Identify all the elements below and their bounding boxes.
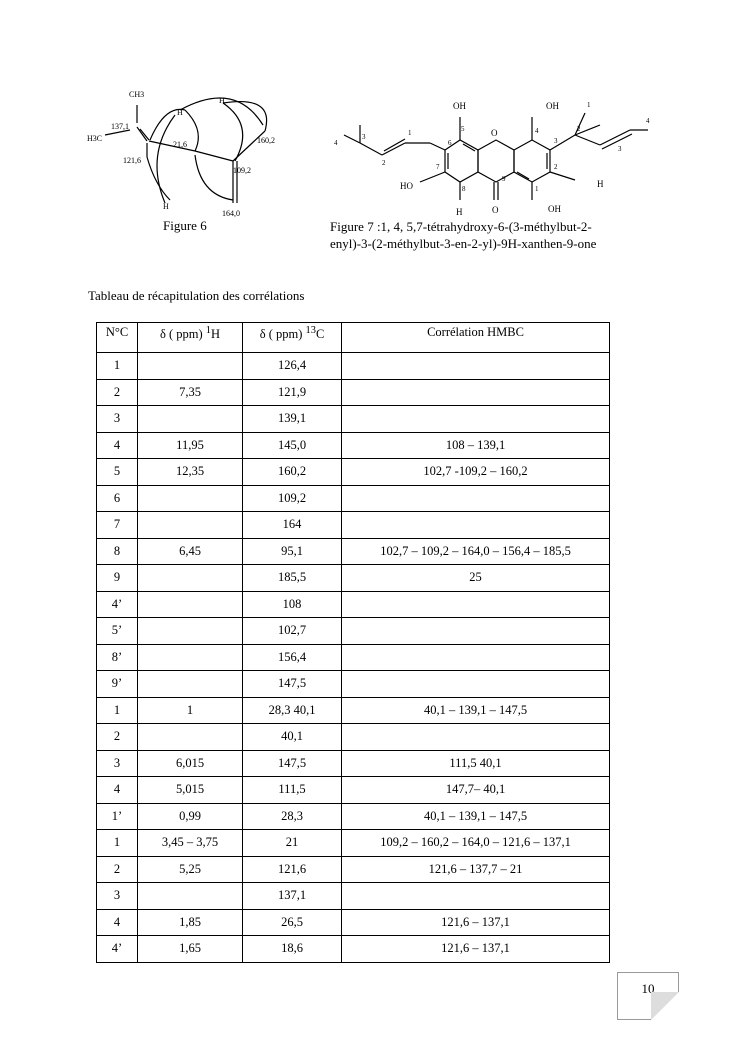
table-cell-hmbc: 108 – 139,1 (342, 432, 610, 459)
fig7-ho7-label: HO (400, 181, 413, 191)
fig7-num-3: 3 (554, 137, 558, 145)
figure-7-caption (330, 218, 650, 252)
table-cell-c: 137,1 (243, 883, 342, 910)
table-cell-hmbc (342, 591, 610, 618)
header-h-el: H (211, 327, 221, 342)
header-c-shift (243, 323, 342, 353)
table-cell-hmbc (342, 379, 610, 406)
fig7-num-9: 9 (502, 175, 506, 183)
table-cell-hmbc (342, 353, 610, 380)
table-row (97, 538, 610, 565)
table-cell-hmbc (342, 644, 610, 671)
table-cell-c: 40,1 (243, 724, 342, 751)
table-cell-hmbc: 147,7– 40,1 (342, 777, 610, 804)
table-row (97, 406, 610, 433)
fig6-1602-label: 160,2 (257, 136, 275, 145)
table-row (97, 750, 610, 777)
table-cell-h: 12,35 (138, 459, 243, 486)
table-cell-nc: 6 (97, 485, 138, 512)
table-cell-c: 28,3 40,1 (243, 697, 342, 724)
table-cell-h: 6,015 (138, 750, 243, 777)
table-row (97, 512, 610, 539)
table-cell-nc: 5 (97, 459, 138, 486)
fig7-num-7: 7 (436, 163, 440, 171)
header-c-sup: 13 (305, 325, 316, 336)
table-row (97, 777, 610, 804)
table-cell-nc: 8 (97, 538, 138, 565)
fig7-side-2: 2 (577, 125, 581, 133)
fig7-prenyl-4: 4 (334, 139, 338, 147)
fig7-oh4-label: OH (546, 101, 559, 111)
table-cell-c: 139,1 (243, 406, 342, 433)
table-cell-c: 18,6 (243, 936, 342, 963)
table-cell-c: 111,5 (243, 777, 342, 804)
table-cell-h: 7,35 (138, 379, 243, 406)
table-row (97, 353, 610, 380)
table-cell-c: 147,5 (243, 750, 342, 777)
fig7-side-1: 1 (587, 101, 591, 109)
table-cell-hmbc: 121,6 – 137,1 (342, 909, 610, 936)
table-cell-h: 0,99 (138, 803, 243, 830)
table-cell-h (138, 644, 243, 671)
table-row (97, 485, 610, 512)
figure-6-caption: Figure 6 (163, 218, 207, 233)
fig6-216-label: 21,6 (173, 140, 187, 149)
table-cell-nc: 5’ (97, 618, 138, 645)
table-cell-nc: 4’ (97, 936, 138, 963)
table-cell-c: 26,5 (243, 909, 342, 936)
fig7-prenyl-1: 1 (408, 129, 412, 137)
header-c-el: C (315, 327, 325, 342)
fig6-137-label: 137,1 (111, 122, 129, 131)
table-cell-hmbc: 40,1 – 139,1 – 147,5 (342, 803, 610, 830)
fig7-ring-o: O (491, 128, 498, 138)
table-row (97, 379, 610, 406)
table-row (97, 432, 610, 459)
table-cell-h (138, 565, 243, 592)
table-row (97, 830, 610, 857)
table-row (97, 591, 610, 618)
figure-7-structure (330, 95, 655, 220)
fig7-h2-label: H (597, 179, 604, 189)
figure-6-structure (85, 85, 300, 220)
table-cell-h: 1 (138, 697, 243, 724)
table-cell-c: 160,2 (243, 459, 342, 486)
table-cell-h: 11,95 (138, 432, 243, 459)
table-cell-nc: 4 (97, 432, 138, 459)
table-row (97, 909, 610, 936)
table-cell-c: 147,5 (243, 671, 342, 698)
table-cell-nc: 9’ (97, 671, 138, 698)
table-cell-nc: 9 (97, 565, 138, 592)
fig6-h-bottom-label: H (163, 202, 169, 211)
table-cell-c: 102,7 (243, 618, 342, 645)
table-cell-nc: 4 (97, 777, 138, 804)
table-cell-hmbc (342, 883, 610, 910)
table-cell-h (138, 883, 243, 910)
table-row (97, 459, 610, 486)
fig7-side-4: 4 (646, 117, 650, 125)
table-row (97, 644, 610, 671)
table-cell-h (138, 353, 243, 380)
table-cell-h: 1,65 (138, 936, 243, 963)
header-h-text: δ ( ppm) (159, 327, 206, 342)
table-title: Tableau de récapitulation des corrélations (88, 288, 305, 303)
table-body (97, 353, 610, 963)
table-row (97, 724, 610, 751)
table-cell-h: 1,85 (138, 909, 243, 936)
fig7-num-8: 8 (462, 185, 466, 193)
fig7-num-4: 4 (535, 127, 539, 135)
table-cell-nc: 2 (97, 379, 138, 406)
page-fold-corner (651, 992, 679, 1020)
fig6-h-top2-label: H (219, 96, 225, 105)
table-cell-h (138, 724, 243, 751)
fig6-1092-label: 109,2 (233, 166, 251, 175)
fig7-h8-label: H (456, 207, 463, 217)
table-cell-c: 121,6 (243, 856, 342, 883)
table-cell-c: 126,4 (243, 353, 342, 380)
fig7-prenyl-3: 3 (362, 133, 366, 141)
fig7-prenyl-2: 2 (382, 159, 386, 167)
table-cell-h (138, 671, 243, 698)
header-h-shift (138, 323, 243, 353)
table-cell-h: 6,45 (138, 538, 243, 565)
table-cell-c: 185,5 (243, 565, 342, 592)
table-row (97, 936, 610, 963)
page-number-box (617, 972, 679, 1020)
table-cell-nc: 8’ (97, 644, 138, 671)
table-row (97, 565, 610, 592)
table-cell-h: 5,25 (138, 856, 243, 883)
table-row (97, 856, 610, 883)
table-cell-hmbc: 121,6 – 137,1 (342, 936, 610, 963)
table-cell-c: 28,3 (243, 803, 342, 830)
table-cell-h (138, 485, 243, 512)
page-number: 10 (641, 981, 655, 996)
table-row (97, 803, 610, 830)
fig6-1640-label: 164,0 (222, 209, 240, 218)
table-cell-nc: 4’ (97, 591, 138, 618)
table-cell-hmbc (342, 618, 610, 645)
table-cell-nc: 3 (97, 406, 138, 433)
table-cell-hmbc (342, 671, 610, 698)
table-cell-h (138, 618, 243, 645)
table-cell-c: 108 (243, 591, 342, 618)
table-cell-nc: 1 (97, 353, 138, 380)
fig7-oh1-label: OH (548, 204, 561, 214)
figure-7-caption-line1: Figure 7 :1, 4, 5,7-tétrahydroxy-6-(3-méthylbut-2- (330, 219, 592, 234)
table-cell-c: 156,4 (243, 644, 342, 671)
table-cell-hmbc (342, 512, 610, 539)
fig7-oh5-label: OH (453, 101, 466, 111)
table-cell-c: 145,0 (243, 432, 342, 459)
fig6-1216-label: 121,6 (123, 156, 141, 165)
table-cell-c: 121,9 (243, 379, 342, 406)
table-cell-nc: 3 (97, 883, 138, 910)
header-hmbc: Corrélation HMBC (342, 323, 610, 353)
table-cell-c: 95,1 (243, 538, 342, 565)
fig7-num-2: 2 (554, 163, 558, 171)
table-cell-hmbc: 102,7 -109,2 – 160,2 (342, 459, 610, 486)
fig7-num-6: 6 (448, 139, 452, 147)
table-cell-nc: 1’ (97, 803, 138, 830)
table-row (97, 671, 610, 698)
table-cell-h: 5,015 (138, 777, 243, 804)
table-cell-hmbc: 111,5 40,1 (342, 750, 610, 777)
table-cell-nc: 2 (97, 724, 138, 751)
fig7-side-3: 3 (618, 145, 622, 153)
table-cell-c: 109,2 (243, 485, 342, 512)
fig6-ch3-label: CH3 (129, 90, 145, 99)
table-cell-hmbc: 25 (342, 565, 610, 592)
table-row (97, 883, 610, 910)
fig7-num-1: 1 (535, 185, 539, 193)
table-cell-nc: 7 (97, 512, 138, 539)
correlation-table (96, 322, 610, 963)
table-cell-hmbc (342, 485, 610, 512)
table-cell-h (138, 512, 243, 539)
header-h-sup: 1 (205, 325, 211, 336)
table-cell-hmbc: 102,7 – 109,2 – 164,0 – 156,4 – 185,5 (342, 538, 610, 565)
header-nc: N°C (97, 323, 138, 353)
table-cell-hmbc (342, 406, 610, 433)
table-cell-nc: 2 (97, 856, 138, 883)
table-cell-h: 3,45 – 3,75 (138, 830, 243, 857)
table-cell-nc: 3 (97, 750, 138, 777)
table-cell-c: 21 (243, 830, 342, 857)
table-cell-nc: 4 (97, 909, 138, 936)
table-row (97, 697, 610, 724)
table-header-row (97, 323, 610, 353)
table-cell-nc: 1 (97, 697, 138, 724)
table-cell-h (138, 591, 243, 618)
table-cell-hmbc (342, 724, 610, 751)
table-cell-nc: 1 (97, 830, 138, 857)
header-c-text: δ ( ppm) (259, 327, 306, 342)
table-row (97, 618, 610, 645)
table-cell-hmbc: 109,2 – 160,2 – 164,0 – 121,6 – 137,1 (342, 830, 610, 857)
table-cell-c: 164 (243, 512, 342, 539)
table-cell-hmbc: 40,1 – 139,1 – 147,5 (342, 697, 610, 724)
table-cell-hmbc: 121,6 – 137,7 – 21 (342, 856, 610, 883)
fig7-num-5: 5 (461, 125, 465, 133)
fig6-h3c-label: H3C (87, 134, 103, 143)
fig6-h-top-label: H (177, 108, 183, 117)
figure-7-caption-line2: enyl)-3-(2-méthylbut-3-en-2-yl)-9H-xanthen-9-one (330, 236, 597, 251)
fig7-carbonyl-o: O (492, 205, 499, 215)
table-cell-h (138, 406, 243, 433)
